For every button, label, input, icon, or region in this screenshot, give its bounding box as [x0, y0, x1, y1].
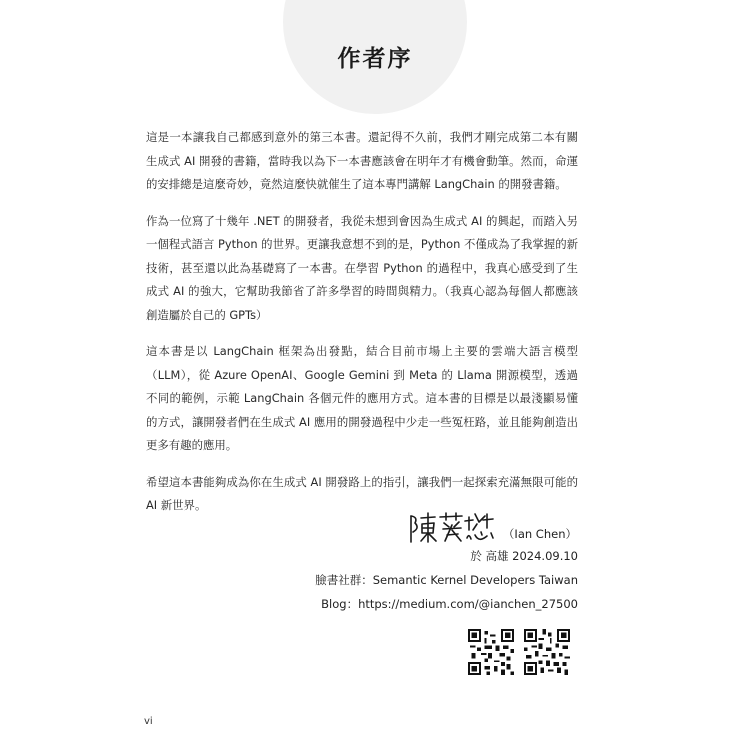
paragraph-4: 希望這本書能夠成為你在生成式 AI 開發路上的指引，讓我們一起探索充滿無限可能的 AI 新世界。 — [146, 474, 578, 512]
handwritten-signature — [407, 508, 499, 546]
paragraph-3: 這本書是以 LangChain 框架為出發點，結合目前市場上主要的雲端大語言模型（LLM），從 Azure OpenAI、Google Gemini 到 Meta 的 Llama 開源模型，透過不同的範例，示範 LangChain 各個元件的應用方式。這本書的目標是以最淺顯易懂的方式，讓開發者們在生成式 AI 應用的開發過程中少走一些冤枉路，並且能夠創造出更多有趣的應用。 — [146, 344, 578, 452]
blog-url: Blog：https://medium.com/@ianchen_27500 — [321, 597, 578, 611]
preface-body — [146, 126, 578, 531]
place-and-date: 於 高雄 2024.09.10 — [470, 549, 578, 563]
signature-english-name: （Ian Chen） — [502, 527, 577, 541]
qr-code-icon — [468, 629, 514, 675]
paragraph-1: 這是一本讓我自己都感到意外的第三本書。還記得不久前，我們才剛完成第二本有關生成式 AI 開發的書籍，當時我以為下一本書應該會在明年才有機會動筆。然而，命運的安排總是這麼奇妙，竟然這麼快就催生了這本專門講解 LangChain 的開發書籍。 — [146, 130, 578, 191]
page-title: 作者序 — [337, 46, 413, 72]
qr-code-icon — [524, 629, 570, 675]
signature-row — [407, 508, 577, 546]
facebook-community: 臉書社群：Semantic Kernel Developers Taiwan — [315, 573, 578, 587]
page-number: vi — [144, 716, 153, 727]
paragraph-2: 作為一位寫了十幾年 .NET 的開發者，我從未想到會因為生成式 AI 的興起，而踏入另一個程式語言 Python 的世界。更讓我意想不到的是，Python 不僅成為了我掌握的新技術，甚至還以此為基礎寫了一本書。在學習 Python 的過程中，我真心感受到了生成式 AI 的強大，它幫助我節省了許多學習的時間與精力。（我真心認為每個人都應該創造屬於自己的 GPTs） — [146, 213, 578, 322]
